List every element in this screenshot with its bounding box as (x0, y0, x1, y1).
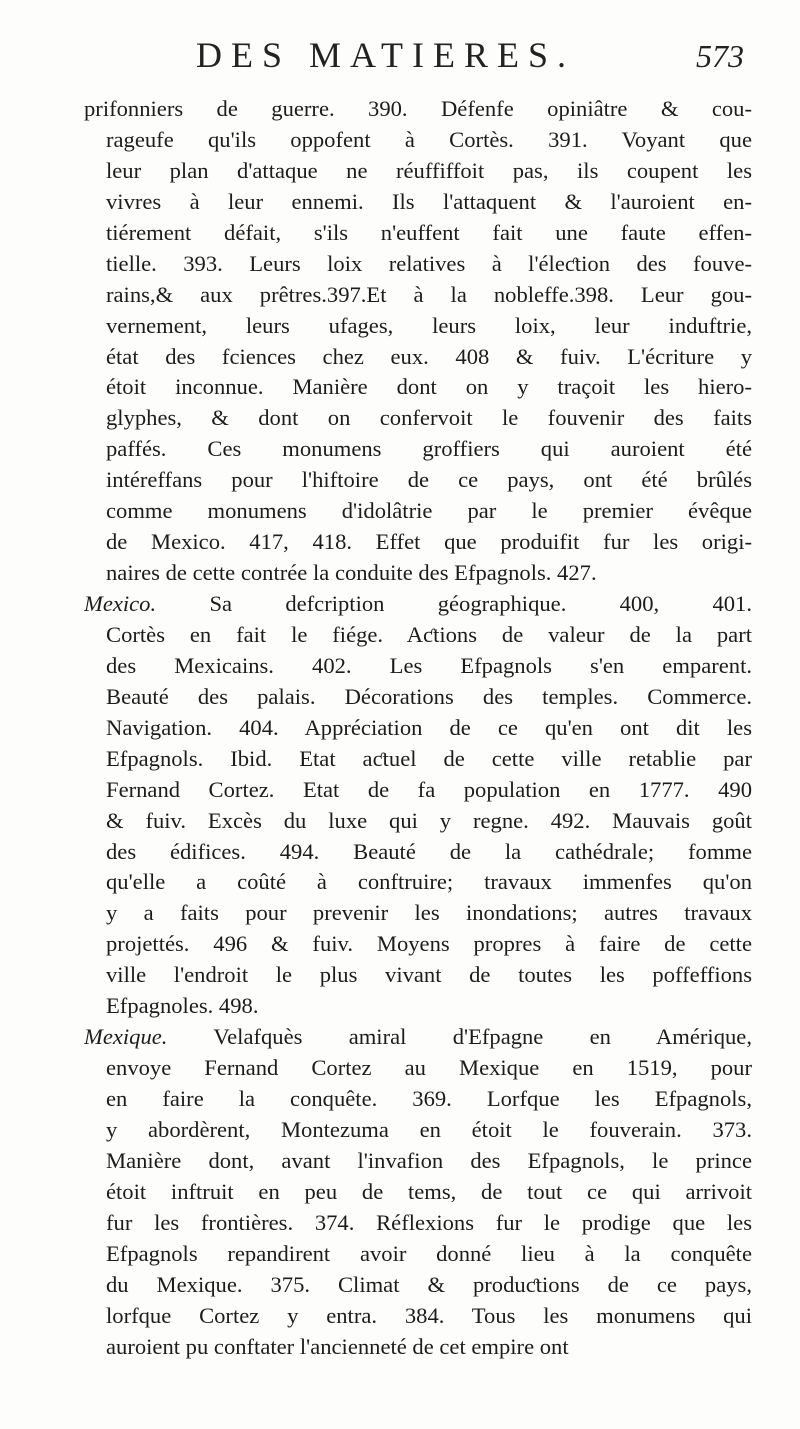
index-line (84, 372, 752, 403)
index-line (84, 1022, 752, 1053)
index-line (84, 249, 752, 280)
index-line (84, 620, 752, 651)
index-line (84, 527, 752, 558)
index-line-text: étoit inftruit en peu de tems, de tout ce qui arrivoit (106, 1178, 752, 1204)
index-entry (84, 94, 752, 589)
index-line (84, 218, 752, 249)
index-line (84, 867, 752, 898)
index-line-text: tiérement défait, s'ils n'euffent fait une faute effen- (106, 219, 752, 245)
index-line-text: Efpagnoles. 498. (106, 993, 259, 1019)
index-line-text: de Mexico. 417, 418. Effet que produifit fur les origi- (106, 529, 752, 555)
index-line (84, 806, 752, 837)
index-line-text: des Mexicains. 402. Les Efpagnols s'en emparent. (106, 652, 752, 678)
index-line (84, 991, 752, 1022)
index-line (84, 1084, 752, 1115)
index-line (84, 960, 752, 991)
index-line-text: y abordèrent, Montezuma en étoit le fouverain. 373. (106, 1116, 752, 1142)
index-line-text: leur plan d'attaque ne réuffiffoit pas, ils coupent les (106, 157, 752, 183)
index-line (84, 465, 752, 496)
entry-headword: Mexique. (84, 1024, 168, 1050)
index-line (84, 1115, 752, 1146)
entry-headword: Mexico. (84, 591, 157, 616)
index-line (84, 187, 752, 218)
index-line (84, 1208, 752, 1239)
index-line-text: prifonniers de guerre. 390. Défenfe opiniâtre & cou- (84, 96, 752, 121)
index-line (84, 1301, 752, 1332)
index-line-text: projettés. 496 & fuiv. Moyens propres à faire de cette (106, 931, 752, 957)
page-number: 573 (696, 38, 744, 74)
index-line (84, 496, 752, 527)
index-line (84, 898, 752, 929)
running-head (196, 34, 744, 82)
index-line (84, 1053, 752, 1084)
index-entry (84, 589, 752, 1022)
index-line-text: Sa defcription géographique. 400, 401. (209, 591, 752, 616)
index-line (84, 94, 752, 125)
index-line-text: Navigation. 404. Appréciation de ce qu'en ont dit les (106, 714, 752, 740)
index-line (84, 280, 752, 311)
index-line (84, 775, 752, 806)
index-line (84, 1146, 752, 1177)
index-line-text: naires de cette contrée la conduite des Efpagnols. 427. (106, 560, 597, 586)
index-line-text: tielle. 393. Leurs loix relatives à l'éleƈtion des fouve- (106, 250, 752, 276)
index-line (84, 744, 752, 775)
index-line-text: rains,& aux prêtres.397.Et à la nobleffe.398. Leur gou- (106, 281, 752, 307)
index-line (84, 125, 752, 156)
index-line-text: état des fciences chez eux. 408 & fuiv. L'écriture y (106, 343, 752, 369)
index-line-text: lorfque Cortez y entra. 384. Tous les monumens qui (106, 1302, 752, 1328)
index-line-text: comme monumens d'idolâtrie par le premier évêque (106, 498, 752, 524)
index-line (84, 1177, 752, 1208)
index-line-text: vernement, leurs ufages, leurs loix, leur induftrie, (106, 312, 752, 338)
index-entry (84, 1022, 752, 1362)
index-line (84, 1239, 752, 1270)
index-line (84, 651, 752, 682)
index-line (84, 156, 752, 187)
index-line-text: des édifices. 494. Beauté de la cathédrale; fomme (106, 838, 752, 864)
index-line-text: envoye Fernand Cortez au Mexique en 1519, pour (106, 1055, 752, 1081)
index-line-text: Manière dont, avant l'invafion des Efpagnols, le prince (106, 1147, 752, 1173)
index-line-text: Cortès en fait le fiége. Aƈtions de valeur de la part (106, 621, 752, 647)
index-line-text: rageufe qu'ils oppofent à Cortès. 391. Voyant que (106, 126, 752, 152)
index-line-text: Velafquès amiral d'Efpagne en Amérique, (213, 1024, 752, 1050)
index-line (84, 434, 752, 465)
index-line-text: qu'elle a coûté à conftruire; travaux immenfes qu'on (106, 869, 752, 895)
index-line-text: fur les frontières. 374. Réflexions fur le prodige que les (106, 1209, 752, 1235)
index-line-text: & fuiv. Excès du luxe qui y regne. 492. Mauvais goût (106, 807, 752, 833)
index-line (84, 403, 752, 434)
index-line (84, 1332, 752, 1363)
index-line-text: ville l'endroit le plus vivant de toutes les poffeffions (106, 962, 752, 988)
running-title: DES MATIERES. (196, 35, 576, 75)
index-line-text: y a faits pour prevenir les inondations; autres travaux (106, 900, 752, 926)
index-line (84, 589, 752, 620)
index-line-text: paffés. Ces monumens groffiers qui auroient été (106, 436, 752, 462)
index-line-text: du Mexique. 375. Climat & produƈtions de ce pays, (106, 1271, 752, 1297)
index-line (84, 929, 752, 960)
index-line-text: Efpagnols repandirent avoir donné lieu à la conquête (106, 1240, 752, 1266)
index-line (84, 1270, 752, 1301)
index-line-text: Efpagnols. Ibid. Etat aƈtuel de cette ville retablie par (106, 745, 752, 771)
index-line (84, 837, 752, 868)
index-line-text: vivres à leur ennemi. Ils l'attaquent & l'auroient en- (106, 188, 752, 214)
index-line (84, 311, 752, 342)
index-line-text: auroient pu conftater l'ancienneté de cet empire ont (106, 1333, 569, 1359)
index-line-text: en faire la conquête. 369. Lorfque les Efpagnols, (106, 1086, 752, 1111)
index-body (84, 94, 752, 1362)
index-line (84, 342, 752, 373)
index-line (84, 682, 752, 713)
index-line-text: étoit inconnue. Manière dont on y traçoit les hiero- (106, 374, 752, 400)
index-line-text: Beauté des palais. Décorations des temples. Commerce. (106, 683, 752, 709)
index-line-text: Fernand Cortez. Etat de fa population en 1777. 490 (106, 776, 752, 802)
index-line (84, 558, 752, 589)
index-line (84, 713, 752, 744)
index-line-text: intéreffans pour l'hiftoire de ce pays, ont été brûlés (106, 467, 752, 493)
index-line-text: glyphes, & dont on confervoit le fouvenir des faits (106, 405, 752, 431)
